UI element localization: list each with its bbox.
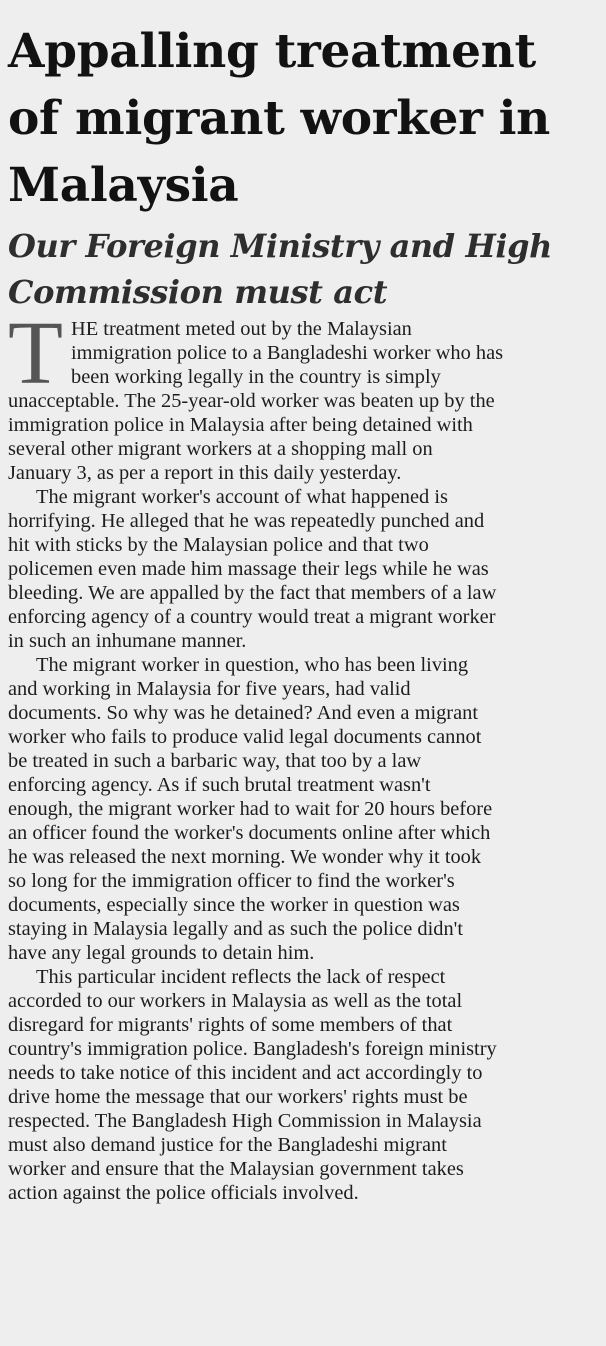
text-line: enough, the migrant worker had to wait for 20 hours before <box>8 798 493 820</box>
subheadline-line: Commission must act <box>8 273 388 311</box>
text-line: The migrant worker's account of what happened is <box>36 486 448 508</box>
text-line: horrifying. He alleged that he was repeatedly punched and <box>8 510 485 532</box>
headline-line: Appalling treatment <box>8 24 536 79</box>
text-line: HE treatment meted out by the Malaysian <box>71 318 412 340</box>
text-line: unacceptable. The 25-year-old worker was beaten up by the <box>8 390 495 412</box>
subheadline-line: Our Foreign Ministry and High <box>8 227 552 265</box>
text-line: worker and ensure that the Malaysian government takes <box>8 1158 464 1180</box>
paragraph-2 <box>8 485 600 653</box>
text-line: enforcing agency of a country would treat a migrant worker <box>8 606 496 628</box>
text-line: an officer found the worker's documents online after which <box>8 822 491 844</box>
paragraph-1 <box>8 304 600 485</box>
text-line: January 3, as per a report in this daily yesterday. <box>8 462 402 484</box>
text-line: documents, especially since the worker in question was <box>8 894 460 916</box>
text-line: and working in Malaysia for five years, had valid <box>8 678 411 700</box>
text-line: country's immigration police. Bangladesh's foreign ministry <box>8 1038 497 1060</box>
paragraph-4 <box>8 965 600 1205</box>
text-line: bleeding. We are appalled by the fact that members of a law <box>8 582 497 604</box>
text-line: several other migrant workers at a shopping mall on <box>8 438 433 460</box>
subheadline <box>8 223 604 315</box>
text-line: accorded to our workers in Malaysia as well as the total <box>8 990 463 1012</box>
text-line: drive home the message that our workers' rights must be <box>8 1086 468 1108</box>
text-line: been working legally in the country is simply <box>71 366 441 388</box>
text-line: policemen even made him massage their legs while he was <box>8 558 489 580</box>
text-line: disregard for migrants' rights of some members of that <box>8 1014 453 1036</box>
paragraph-3 <box>8 653 600 965</box>
text-line: hit with sticks by the Malaysian police and that two <box>8 534 429 556</box>
text-line: have any legal grounds to detain him. <box>8 942 315 964</box>
text-line: documents. So why was he detained? And even a migrant <box>8 702 478 724</box>
text-line: This particular incident reflects the lack of respect <box>36 966 446 988</box>
text-line: in such an inhumane manner. <box>8 630 247 652</box>
text-line: worker who fails to produce valid legal documents cannot <box>8 726 482 748</box>
text-line: action against the police officials involved. <box>8 1182 359 1204</box>
drop-cap: T <box>8 304 63 403</box>
headline-line: of migrant worker in <box>8 91 551 146</box>
text-line: enforcing agency. As if such brutal treatment wasn't <box>8 774 431 796</box>
headline-line: Malaysia <box>8 158 239 213</box>
text-line: staying in Malaysia legally and as such the police didn't <box>8 918 463 940</box>
text-line: immigration police in Malaysia after being detained with <box>8 414 473 436</box>
text-line: he was released the next morning. We wonder why it took <box>8 846 482 868</box>
text-line: immigration police to a Bangladeshi worker who has <box>71 342 504 364</box>
text-line: respected. The Bangladesh High Commission in Malaysia <box>8 1110 482 1132</box>
text-line: be treated in such a barbaric way, that too by a law <box>8 750 422 772</box>
headline <box>8 18 604 219</box>
text-line: needs to take notice of this incident and act accordingly to <box>8 1062 483 1084</box>
text-line: so long for the immigration officer to find the worker's <box>8 870 455 892</box>
article-body <box>8 304 600 1205</box>
text-line: The migrant worker in question, who has been living <box>36 654 469 676</box>
text-line: must also demand justice for the Bangladeshi migrant <box>8 1134 447 1156</box>
